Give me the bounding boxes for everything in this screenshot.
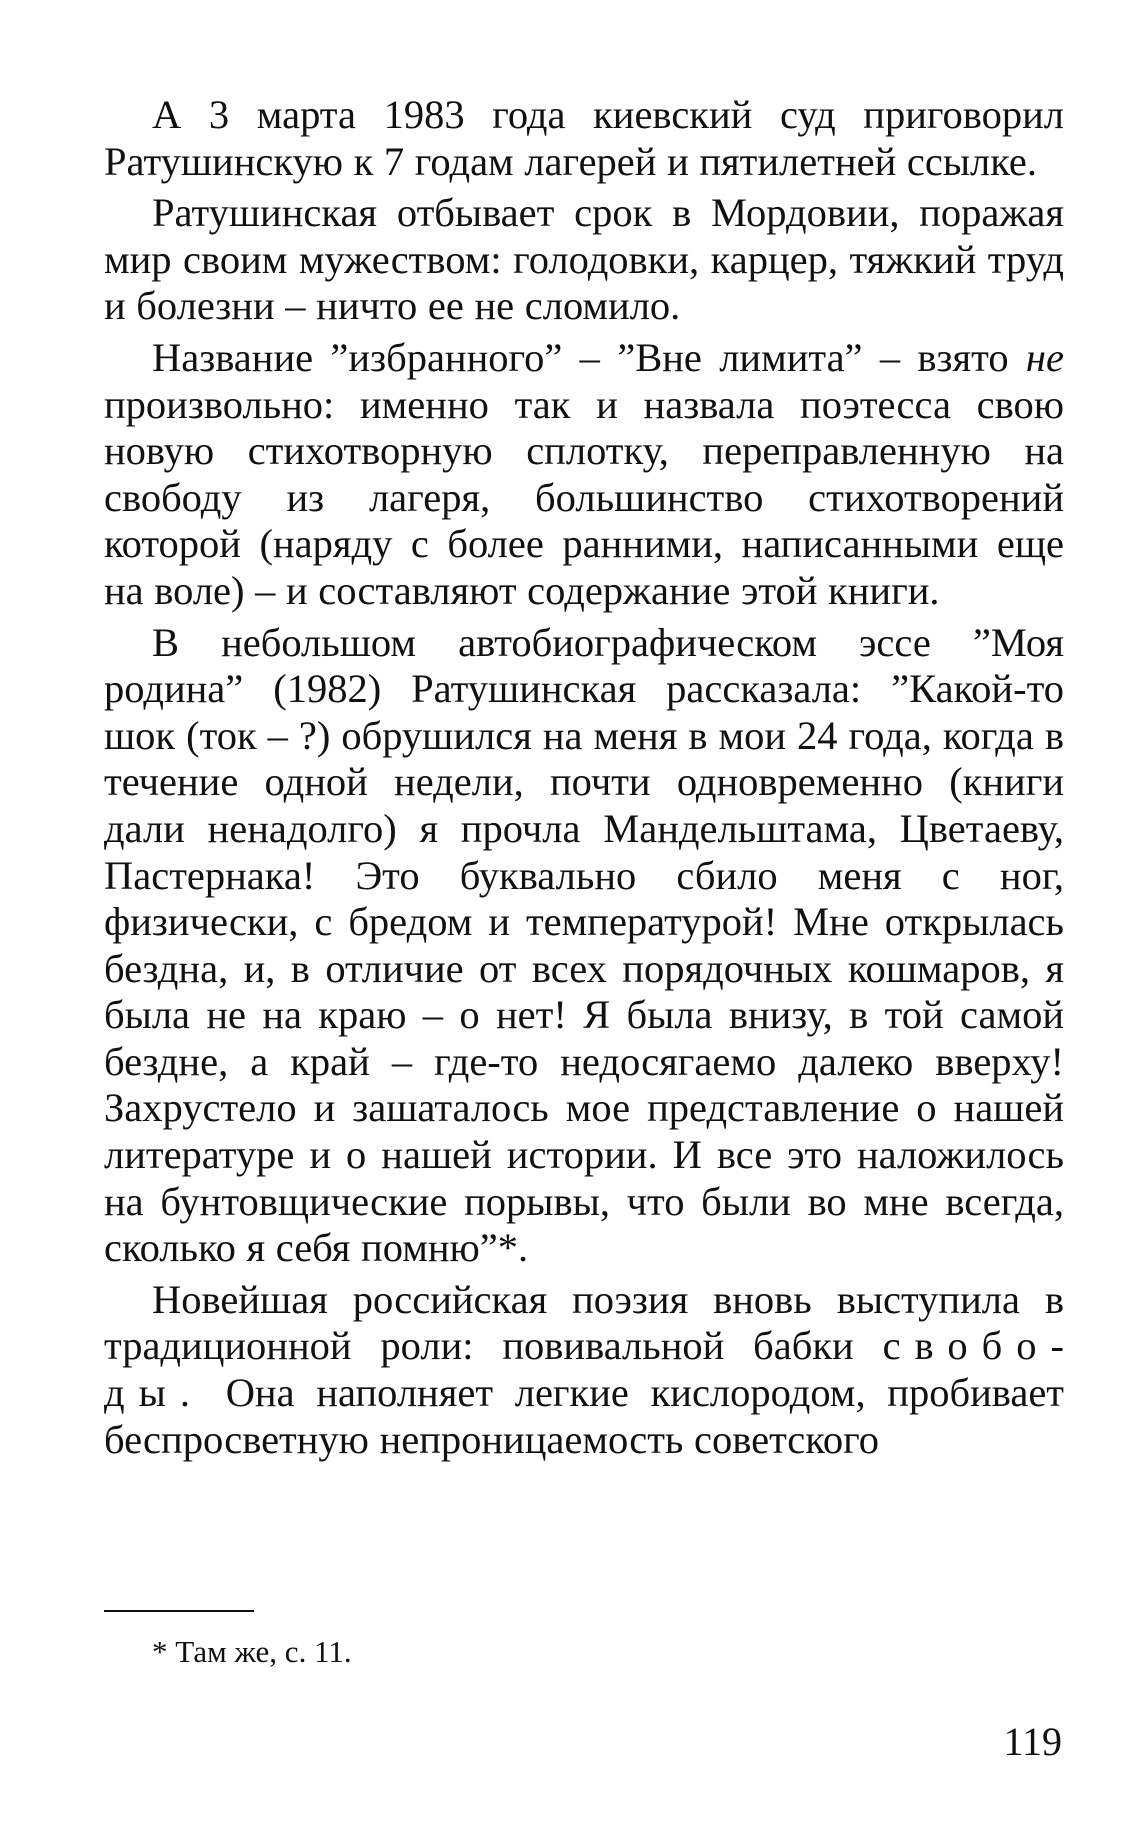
paragraph-5-start: Новейшая российская поэзия вновь выступила в традиционной роли: повивальной бабки bbox=[104, 1276, 1064, 1369]
paragraph-5 bbox=[104, 1277, 1064, 1463]
page-number: 119 bbox=[1003, 1719, 1062, 1764]
italic-emphasis: не bbox=[1025, 334, 1064, 380]
paragraph-3-end: произвольно: именно так и назвала поэтесса свою новую стихотворную сплотку, переправленную на свободу из лагеря, большинство стихотворений которой (наряду с более ранними, написанными еще на воле) – и составляют содержание этой книги. bbox=[104, 381, 1064, 613]
paragraph-3 bbox=[104, 335, 1064, 615]
paragraph-1: А 3 марта 1983 года киевский суд приговорил Ратушинскую к 7 годам лагерей и пятилетней ссылке. bbox=[104, 92, 1064, 184]
paragraph-5-end: Она наполняет легкие кислородом, пробивает беспросветную непроницаемость советского bbox=[104, 1370, 1064, 1462]
footnote: * Там же, с. 11. bbox=[152, 1634, 352, 1669]
footnote-divider bbox=[104, 1610, 254, 1612]
paragraph-2: Ратушинская отбывает срок в Мордовии, поражая мир своим мужеством: голодовки, карцер, тяжкий труд и болезни – ничто ее не сломило. bbox=[104, 190, 1064, 329]
body-text bbox=[104, 92, 1064, 1463]
paragraph-4: В небольшом автобиографическом эссе ”Моя родина” (1982) Ратушинская рассказала: ”Какой-то шок (ток – ?) обрушился на меня в мои 24 года, когда в течение одной недели, почти одновременно (книги дали ненадолго) я прочла Мандельштама, Цветаеву, Пастернака! Это буквально сбило меня с ног, физически, с бредом и температурой! Мне открылась бездна, и, в отличие от всех порядочных кошмаров, я была не на краю – о нет! Я была внизу, в той самой бездне, а край – где-то недосягаемо далеко вверху! Захрустело и зашаталось мое представление о нашей литературе и о нашей истории. И все это наложилось на бунтовщические порывы, что были во мне всегда, сколько я себя помню”*. bbox=[104, 619, 1064, 1271]
paragraph-3-start: Название ”избранного” – ”Вне лимита” – взято bbox=[152, 334, 1026, 380]
spaced-emphasis: свободы. bbox=[104, 1323, 1064, 1416]
